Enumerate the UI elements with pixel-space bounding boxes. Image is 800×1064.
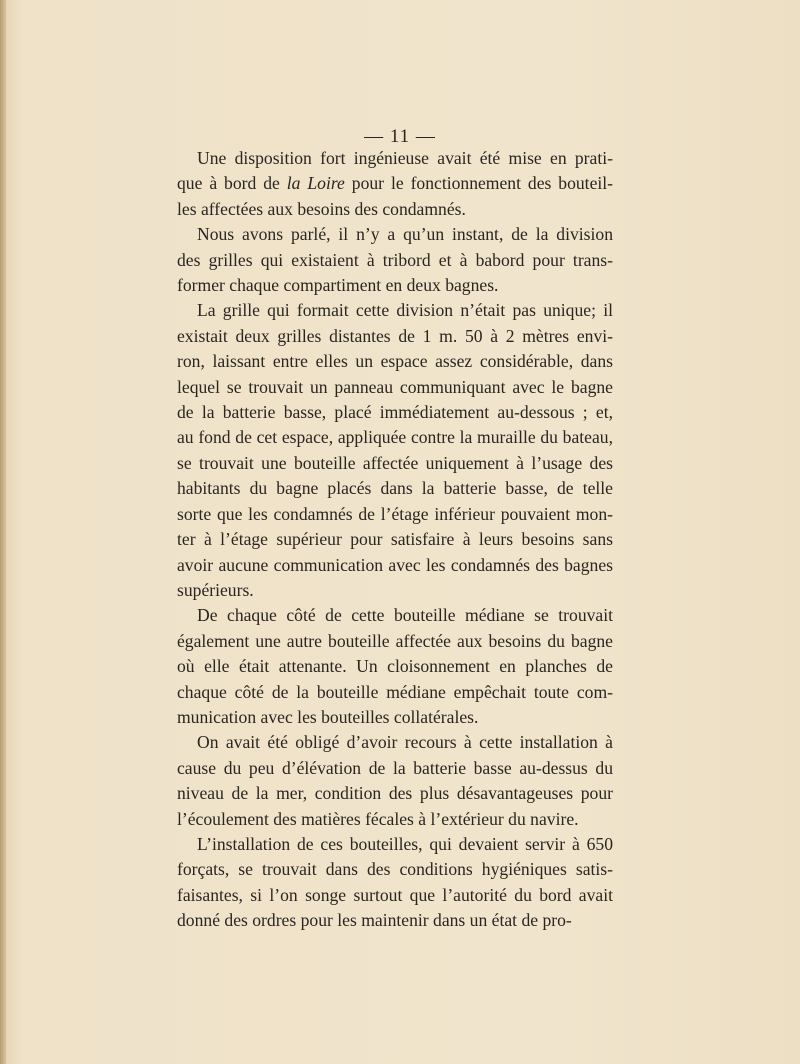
text-line: sorte que les condamnés de l’étage inférieur pouvaient mon- (177, 503, 613, 524)
text-line: se trouvait une bouteille affectée uniquement à l’usage des (177, 452, 613, 473)
text-line: de la batterie basse, placé immédiatement au-dessous ; et, (177, 402, 613, 423)
text-line: donné des ordres pour les maintenir dans un état de pro- (177, 910, 572, 931)
text-line: des grilles qui existaient à tribord et à babord pour trans- (177, 249, 613, 270)
text-line: cause du peu d’élévation de la batterie basse au-dessus du (177, 757, 613, 778)
text-line: former chaque compartiment en deux bagnes. (177, 275, 499, 296)
text-line: au fond de cet espace, appliquée contre la muraille du bateau, (177, 427, 613, 448)
text-line: l’écoulement des matières fécales à l’extérieur du navire. (177, 808, 579, 829)
paragraph (177, 146, 613, 222)
text-line: On avait été obligé d’avoir recours à cette installation à (197, 732, 613, 753)
page-number: — 11 — (364, 126, 436, 147)
text-line: que à bord de la Loire pour le fonctionnement des bouteil- (177, 173, 614, 194)
text-line: habitants du bagne placés dans la batterie basse, de telle (177, 478, 613, 499)
text-line: faisantes, si l’on songe surtout que l’autorité du bord avait (177, 884, 613, 905)
text-line: Une disposition fort ingénieuse avait été mise en prati- (197, 148, 613, 168)
text-line: La grille qui formait cette division n’était pas unique; il (197, 300, 613, 321)
text-line: supérieurs. (177, 579, 254, 600)
text-line: forçats, se trouvait dans des conditions hygiéniques satis- (177, 859, 613, 880)
text-line: munication avec les bouteilles collatérales. (177, 706, 479, 727)
text-line: ter à l’étage supérieur pour satisfaire à leurs besoins sans (177, 529, 613, 550)
text-line: les affectées aux besoins des condamnés. (177, 198, 466, 219)
binding-edge (0, 0, 6, 1064)
text-line: De chaque côté de cette bouteille médiane se trouvait (197, 605, 613, 626)
paragraph (177, 603, 613, 730)
text-line: Nous avons parlé, il n’y a qu’un instant, de la division (197, 224, 613, 245)
text-line: lequel se trouvait un panneau communiquant avec le bagne (177, 376, 613, 397)
paragraph (177, 222, 613, 298)
text-line: existait deux grilles distantes de 1 m. 50 à 2 mètres envi- (177, 325, 613, 346)
text-line: également une autre bouteille affectée aux besoins du bagne (177, 630, 613, 651)
text-line: niveau de la mer, condition des plus désavantageuses pour (177, 783, 613, 804)
paragraph (177, 832, 613, 934)
text-line: L’installation de ces bouteilles, qui devaient servir à 650 (197, 833, 613, 854)
text-line: chaque côté de la bouteille médiane empêchait toute com- (177, 681, 613, 702)
paragraph (177, 298, 613, 603)
body-text (177, 146, 613, 934)
text-line: avoir aucune communication avec les condamnés des bagnes (177, 554, 613, 575)
text-line: ron, laissant entre elles un espace assez considérable, dans (177, 351, 613, 372)
paragraph (177, 730, 613, 832)
text-line: où elle était attenante. Un cloisonnement en planches de (177, 656, 613, 677)
